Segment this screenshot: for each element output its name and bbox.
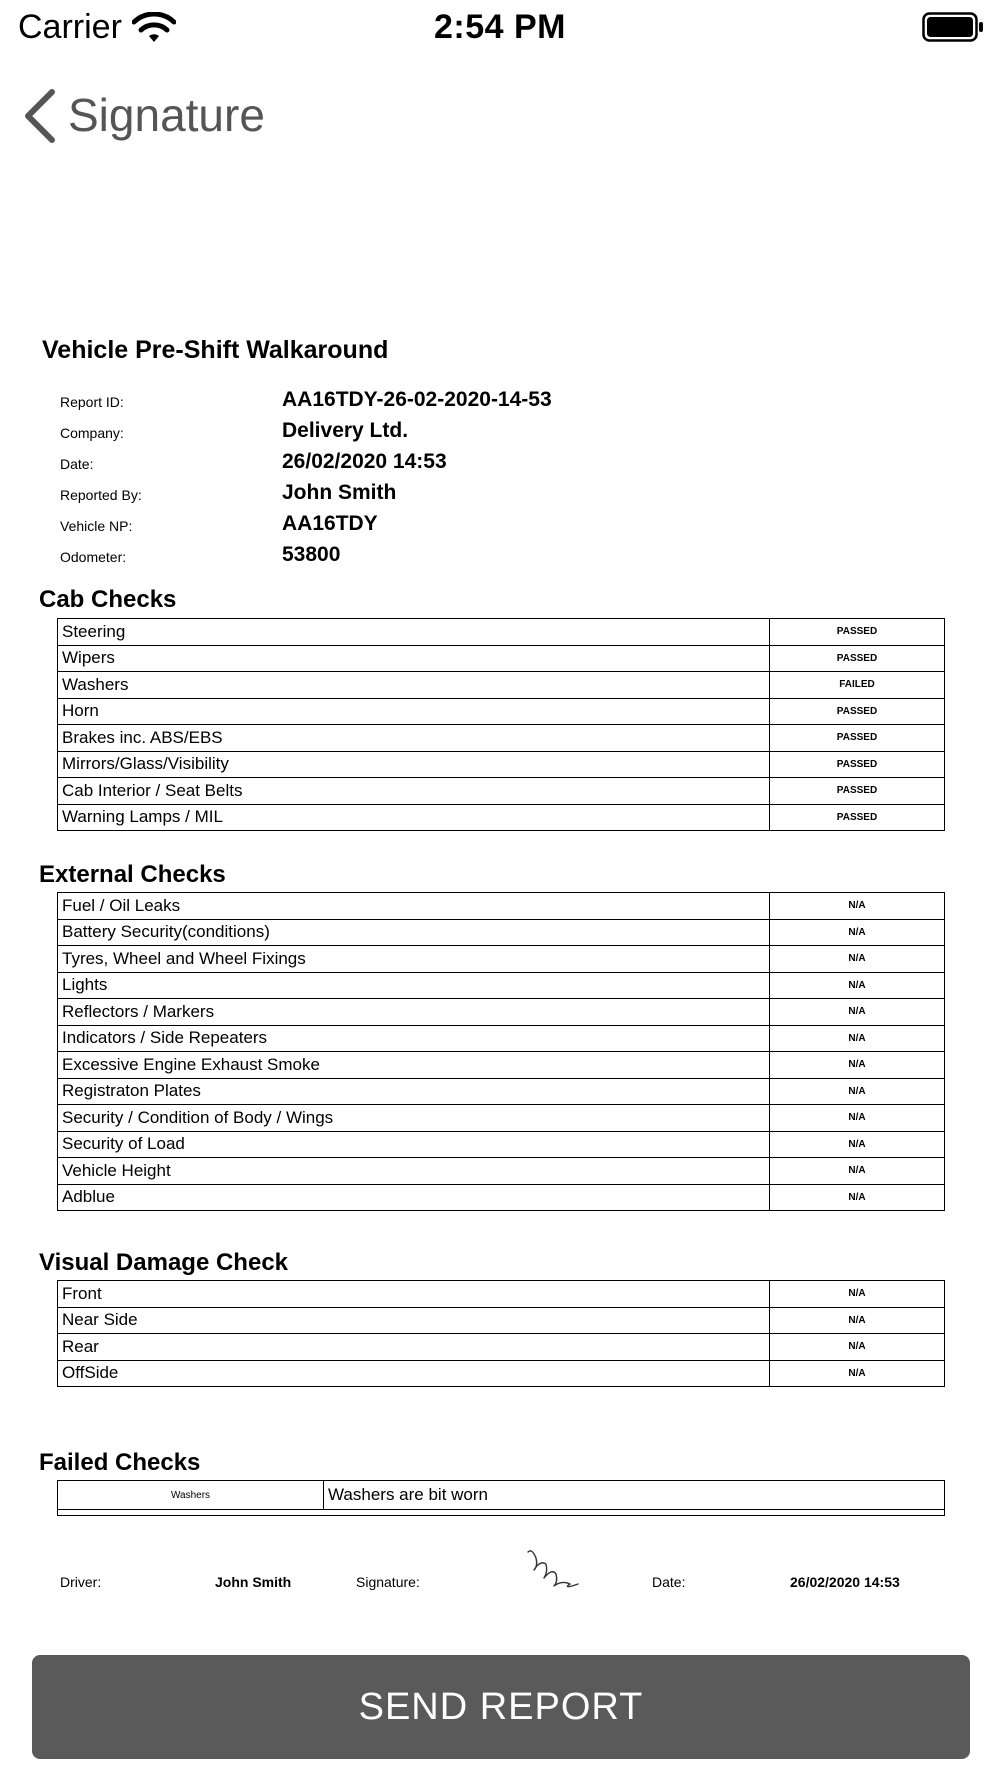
check-name: Tyres, Wheel and Wheel Fixings — [58, 946, 770, 973]
check-name: Cab Interior / Seat Belts — [58, 778, 770, 805]
info-value: 26/02/2020 14:53 — [282, 450, 447, 473]
info-label: Company: — [60, 425, 124, 441]
table-row — [58, 1281, 945, 1308]
info-row-report-id — [60, 388, 760, 418]
info-label: Reported By: — [60, 487, 142, 503]
check-name: Near Side — [58, 1307, 770, 1334]
check-name: Washers — [58, 672, 770, 699]
check-name: Adblue — [58, 1184, 770, 1211]
check-result: PASSED — [770, 751, 945, 778]
check-name: OffSide — [58, 1360, 770, 1387]
back-button-title[interactable]: Signature — [68, 89, 265, 141]
check-name: Steering — [58, 619, 770, 646]
check-result: PASSED — [770, 778, 945, 805]
check-result: N/A — [770, 972, 945, 999]
check-result: N/A — [770, 946, 945, 973]
check-name: Rear — [58, 1334, 770, 1361]
info-row-date — [60, 450, 760, 480]
send-report-button[interactable]: SEND REPORT — [32, 1655, 970, 1759]
info-value: Delivery Ltd. — [282, 419, 409, 442]
signature-footer — [0, 1560, 1000, 1620]
check-result: PASSED — [770, 804, 945, 831]
info-row-odometer — [60, 543, 760, 573]
check-result: N/A — [770, 1281, 945, 1308]
table-row — [58, 645, 945, 672]
table-row — [58, 725, 945, 752]
section-title-cab-checks: Cab Checks — [39, 586, 177, 613]
table-row — [58, 1105, 945, 1132]
info-row-vehicle-np — [60, 512, 760, 542]
check-name: Warning Lamps / MIL — [58, 804, 770, 831]
signature-label: Signature: — [356, 1574, 420, 1590]
table-row — [58, 972, 945, 999]
check-result: N/A — [770, 1078, 945, 1105]
table-row — [58, 1131, 945, 1158]
check-result: N/A — [770, 1184, 945, 1211]
section-title-external-checks: External Checks — [39, 861, 226, 888]
check-result: N/A — [770, 893, 945, 920]
battery-icon — [922, 12, 984, 42]
check-name: Fuel / Oil Leaks — [58, 893, 770, 920]
check-result: PASSED — [770, 645, 945, 672]
driver-name: John Smith — [215, 1574, 292, 1590]
table-row — [58, 919, 945, 946]
check-result: N/A — [770, 919, 945, 946]
carrier-label: Carrier — [18, 8, 122, 46]
driver-label: Driver: — [60, 1574, 102, 1590]
info-label: Report ID: — [60, 394, 124, 410]
table-row — [58, 804, 945, 831]
date-label: Date: — [652, 1574, 686, 1590]
table-row — [58, 1025, 945, 1052]
info-value: AA16TDY-26-02-2020-14-53 — [282, 388, 552, 411]
check-name: Security of Load — [58, 1131, 770, 1158]
table-row — [58, 999, 945, 1026]
report-title: Vehicle Pre-Shift Walkaround — [42, 336, 389, 364]
info-label: Vehicle NP: — [60, 518, 133, 534]
check-name: Wipers — [58, 645, 770, 672]
info-value: John Smith — [282, 481, 397, 504]
check-result: N/A — [770, 1158, 945, 1185]
table-row — [58, 1307, 945, 1334]
info-value: 53800 — [282, 543, 341, 566]
table-row — [58, 893, 945, 920]
info-row-reported-by — [60, 481, 760, 511]
table-row-empty — [58, 1510, 945, 1516]
date-value: 26/02/2020 14:53 — [790, 1574, 900, 1590]
failed-description: Washers are bit worn — [324, 1481, 945, 1510]
table-row — [58, 1360, 945, 1387]
check-result: FAILED — [770, 672, 945, 699]
check-name: Reflectors / Markers — [58, 999, 770, 1026]
check-name: Vehicle Height — [58, 1158, 770, 1185]
check-result: PASSED — [770, 619, 945, 646]
table-row — [58, 672, 945, 699]
check-name: Front — [58, 1281, 770, 1308]
table-row — [58, 698, 945, 725]
check-name: Mirrors/Glass/Visibility — [58, 751, 770, 778]
table-row — [58, 619, 945, 646]
failed-item: Washers — [58, 1481, 324, 1510]
table-row — [58, 1481, 945, 1510]
check-result: N/A — [770, 999, 945, 1026]
table-row — [58, 751, 945, 778]
info-row-company — [60, 419, 760, 449]
check-result: N/A — [770, 1052, 945, 1079]
table-row — [58, 778, 945, 805]
check-result: N/A — [770, 1307, 945, 1334]
check-name: Horn — [58, 698, 770, 725]
signature-image — [524, 1540, 588, 1592]
section-title-failed-checks: Failed Checks — [39, 1449, 201, 1476]
table-row — [58, 1052, 945, 1079]
table-row — [58, 946, 945, 973]
check-result: N/A — [770, 1360, 945, 1387]
chevron-left-icon[interactable] — [20, 88, 60, 144]
check-name: Brakes inc. ABS/EBS — [58, 725, 770, 752]
check-result: PASSED — [770, 725, 945, 752]
cab-checks-table — [57, 618, 945, 831]
table-row — [58, 1078, 945, 1105]
check-result: N/A — [770, 1105, 945, 1132]
status-bar — [0, 0, 1000, 56]
table-row — [58, 1158, 945, 1185]
check-name: Registraton Plates — [58, 1078, 770, 1105]
section-title-visual-damage: Visual Damage Check — [39, 1249, 289, 1276]
table-row — [58, 1184, 945, 1211]
info-label: Date: — [60, 456, 94, 472]
table-row — [58, 1334, 945, 1361]
check-name: Lights — [58, 972, 770, 999]
clock: 2:54 PM — [434, 8, 566, 46]
failed-checks-table — [57, 1480, 945, 1516]
check-name: Excessive Engine Exhaust Smoke — [58, 1052, 770, 1079]
info-value: AA16TDY — [282, 512, 378, 535]
check-name: Indicators / Side Repeaters — [58, 1025, 770, 1052]
info-label: Odometer: — [60, 549, 127, 565]
check-result: N/A — [770, 1131, 945, 1158]
visual-damage-table — [57, 1280, 945, 1387]
external-checks-table — [57, 892, 945, 1211]
check-name: Security / Condition of Body / Wings — [58, 1105, 770, 1132]
check-result: N/A — [770, 1025, 945, 1052]
check-result: PASSED — [770, 698, 945, 725]
check-name: Battery Security(conditions) — [58, 919, 770, 946]
navigation-bar — [0, 70, 1000, 160]
check-result: N/A — [770, 1334, 945, 1361]
